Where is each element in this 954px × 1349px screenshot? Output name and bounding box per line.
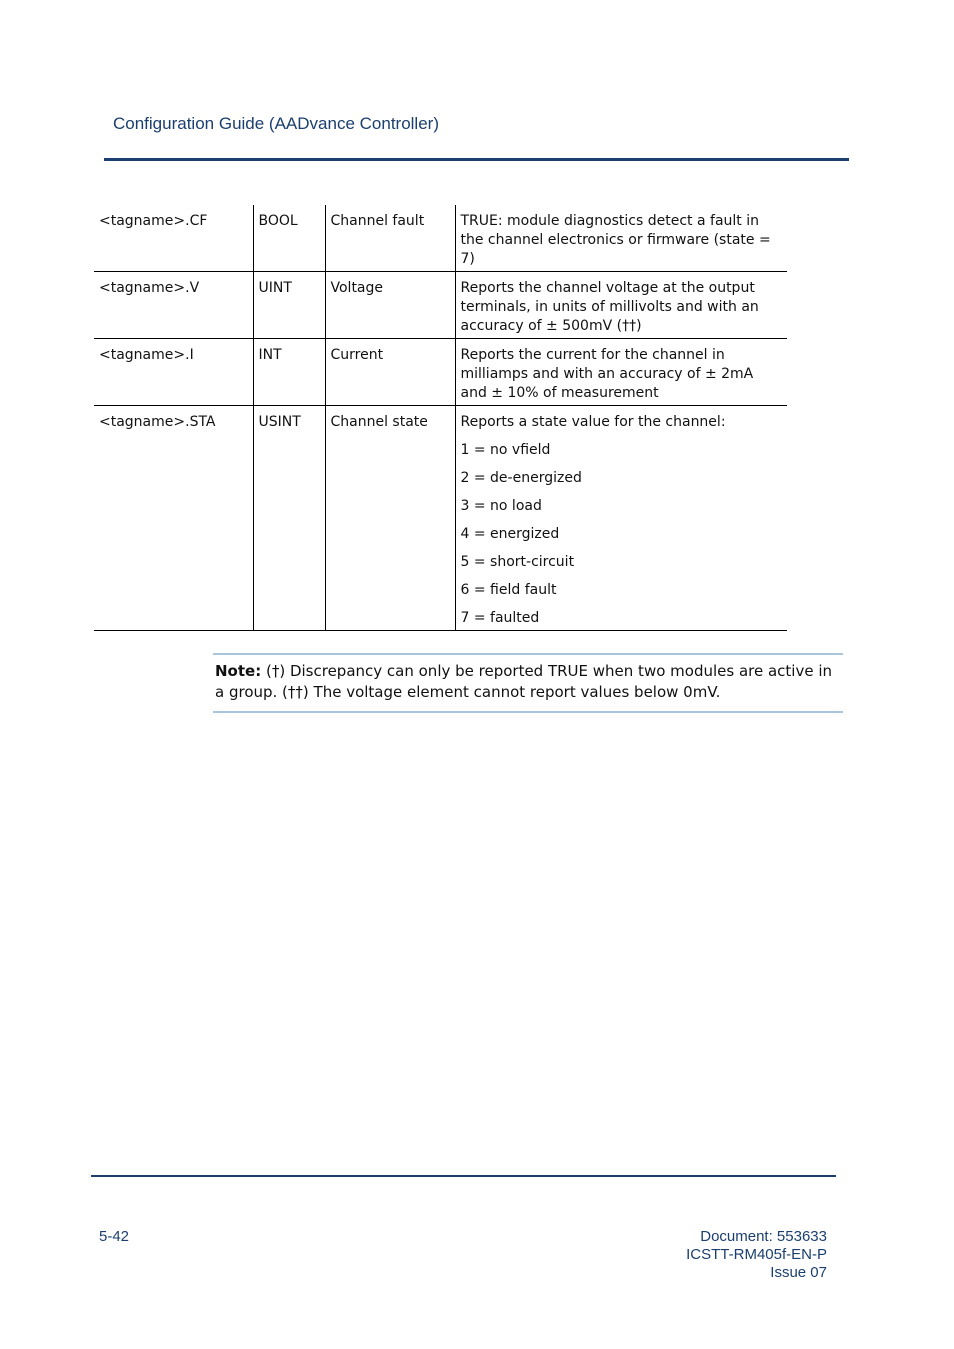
state-value: 2 = de-energized [460,470,582,486]
page-number: 5-42 [99,1228,130,1245]
description-cell [455,406,787,631]
type-cell: INT [253,339,325,406]
footer-divider [91,1175,836,1177]
state-intro: Reports a state value for the channel: [460,414,726,430]
document-info [686,1228,827,1282]
state-value: 3 = no load [460,498,542,514]
tag-cell: <tagname>.I [94,339,253,406]
table-row [94,272,787,339]
header-divider [104,158,849,161]
name-cell: Current [325,339,455,406]
tag-cell: <tagname>.CF [94,205,253,272]
tag-variables-table [94,205,787,631]
description-cell: TRUE: module diagnostics detect a fault in the channel electronics or firmware (state = 7) [455,205,787,272]
table-row [94,339,787,406]
state-value: 1 = no vfield [460,442,551,458]
tag-cell: <tagname>.STA [94,406,253,631]
state-value: 4 = energized [460,526,560,542]
publication-number: ICSTT-RM405f-EN-P [686,1246,827,1263]
state-value: 5 = short-circuit [460,554,575,570]
page-header-title: Configuration Guide (AADvance Controller) [113,114,439,133]
tag-cell: <tagname>.V [94,272,253,339]
table-row [94,205,787,272]
note-label: Note: [215,662,262,680]
type-cell: UINT [253,272,325,339]
note-text: (†) Discrepancy can only be reported TRUE when two modules are active in a group. (††) The voltage element cannot report values below 0mV. [215,662,833,701]
name-cell: Channel state [325,406,455,631]
state-value: 6 = field fault [460,582,557,598]
name-cell: Voltage [325,272,455,339]
description-cell: Reports the channel voltage at the output terminals, in units of millivolts and with an accuracy of ± 500mV (††) [455,272,787,339]
state-value: 7 = faulted [460,610,540,626]
description-cell: Reports the current for the channel in milliamps and with an accuracy of ± 2mA and ± 10% of measurement [455,339,787,406]
issue-number: Issue 07 [770,1264,827,1281]
document-number: Document: 553633 [700,1228,827,1245]
note-box [213,653,843,713]
type-cell: BOOL [253,205,325,272]
type-cell: USINT [253,406,325,631]
name-cell: Channel fault [325,205,455,272]
table-row [94,406,787,631]
